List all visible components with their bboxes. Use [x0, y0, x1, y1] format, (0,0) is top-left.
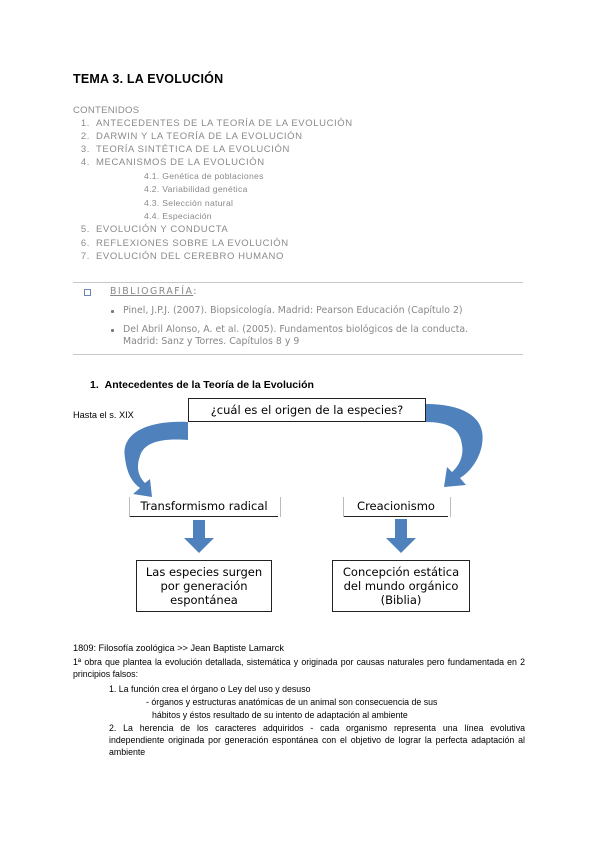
- intro-text: Hasta el s. XIX: [73, 410, 134, 420]
- toc-item-5: 5. EVOLUCIÓN Y CONDUCTA: [80, 224, 229, 235]
- toc-item-4: 4. MECANISMOS DE LA EVOLUCIÓN: [80, 157, 265, 168]
- result-box-right: Concepción estática del mundo orgánico (Biblia): [332, 560, 470, 612]
- subtopic-4-4: 4.4. Especiación: [144, 211, 212, 221]
- toc-item-6: 6. REFLEXIONES SOBRE LA EVOLUCIÓN: [80, 238, 289, 249]
- principle-1: 1. La función crea el órgano o Ley del uso y desuso: [109, 684, 311, 694]
- lamarck-intro: 1ª obra que plantea la evolución detallada, sistemática y originada por causas naturales pero fundamentada en 2 principios falsos:: [73, 657, 525, 679]
- lamarck-heading: 1809: Filosofía zoológica >> Jean Baptiste Lamarck: [73, 643, 284, 653]
- result-box-left: Las especies surgen por generación espontánea: [136, 560, 272, 612]
- toc-item-1: 1. ANTECEDENTES DE LA TEORÍA DE LA EVOLUCIÓN: [80, 118, 353, 129]
- subtopic-4-2: 4.2. Variabilidad genética: [144, 184, 248, 194]
- toc-item-7: 7. EVOLUCIÓN DEL CEREBRO HUMANO: [80, 251, 285, 262]
- bibliography-item-2-line-2: Madrid: Sanz y Torres. Capítulos 8 y 9: [123, 336, 300, 347]
- left-curved-arrow: [124, 422, 188, 497]
- toc-item-3: 3. TEORÍA SINTÉTICA DE LA EVOLUCIÓN: [80, 144, 290, 155]
- principle-2: 2. La herencia de los caracteres adquiridos - cada organismo representa una línea evolutiva independiente originada por generación espontánea con el objetivo de lograr la perfecta adaptación al ambiente: [109, 723, 525, 757]
- contents-heading: CONTENIDOS: [73, 105, 140, 116]
- principle-1-detail-1: - órganos y estructuras anatómicas de un animal son consecuencia de sus: [146, 697, 438, 707]
- principle-1-detail-2: hábitos y éstos resultado de su intento de adaptación al ambiente: [152, 710, 408, 720]
- bibliography-heading: BIBLIOGRAFÍA:: [110, 286, 198, 297]
- page-title: TEMA 3. LA EVOLUCIÓN: [73, 72, 224, 86]
- toc-item-2: 2. DARWIN Y LA TEORÍA DE LA EVOLUCIÓN: [80, 131, 303, 142]
- question-box: ¿cuál es el origen de la especies?: [188, 398, 426, 422]
- section-heading: 1. Antecedentes de la Teoría de la Evolución: [90, 379, 314, 391]
- subtopic-4-3: 4.3. Selección natural: [144, 198, 234, 208]
- transformismo-frame: [129, 497, 281, 517]
- bibliography-item-2-line-1: Del Abril Alonso, A. et al. (2005). Fundamentos biológicos de la conducta.: [123, 324, 469, 335]
- subtopic-4-1: 4.1. Genética de poblaciones: [144, 171, 264, 181]
- bibliography-item-1: Pinel, J.P.J. (2007). Biopsicología. Madrid: Pearson Educación (Capítulo 2): [123, 305, 463, 316]
- creacionismo-box: Creacionismo: [344, 497, 448, 517]
- transformismo-box: Transformismo radical: [130, 497, 278, 517]
- creacionismo-frame: [343, 497, 451, 517]
- down-arrow-right: [386, 519, 416, 553]
- down-arrow-left: [184, 520, 214, 553]
- right-curved-arrow: [425, 404, 483, 487]
